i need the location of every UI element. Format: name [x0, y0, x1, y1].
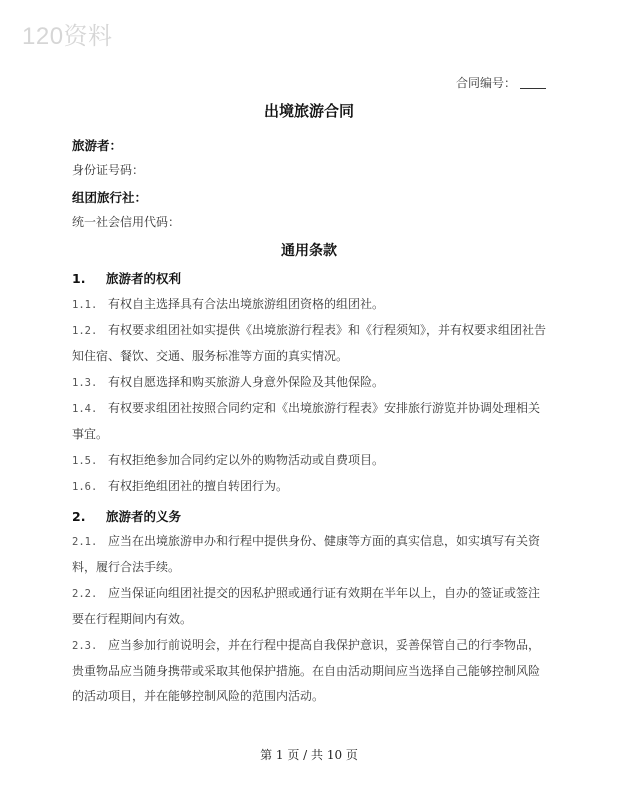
tourist-label: 旅游者：	[72, 138, 123, 153]
clause-text: 应当参加行前说明会，并在行程中提高自我保护意识，妥善保管自己的行李物品，贵重物品应当随身携带或采取其他保护措施。在自由活动期间应当选择自己能够控制风险的活动项目，并在能够控制风险的范围内活动。	[72, 638, 541, 703]
clause-2-3	[72, 633, 550, 709]
clause-number: 1.3.	[72, 377, 98, 389]
clause-text: 有权拒绝组团社的擅自转团行为。	[108, 479, 289, 493]
clause-number: 2.3.	[72, 640, 98, 652]
clause-2-1	[72, 529, 550, 580]
clause-1-5	[72, 448, 550, 474]
id-number-label: 身份证号码：	[72, 163, 145, 177]
section-number: 2.	[72, 509, 86, 524]
clause-text: 有权自愿选择和购买旅游人身意外保险及其他保险。	[108, 375, 385, 389]
section-heading-text: 旅游者的义务	[106, 509, 182, 524]
clause-number: 2.1.	[72, 536, 98, 548]
clause-1-1	[72, 292, 550, 318]
clause-1-4	[72, 396, 550, 447]
clause-text: 应当保证向组团社提交的因私护照或通行证有效期在半年以上，自办的签证或签注要在行程期间内有效。	[72, 586, 541, 626]
contract-number	[456, 74, 546, 91]
contract-number-blank	[520, 76, 546, 89]
clause-text: 有权要求组团社按照合同约定和《出境旅游行程表》安排旅行游览并协调处理相关事宜。	[72, 401, 541, 441]
clause-number: 1.2.	[72, 325, 98, 337]
clause-number: 2.2.	[72, 588, 98, 600]
clause-number: 1.6.	[72, 481, 98, 493]
page-footer: 第 1 页 / 共 10 页	[260, 748, 358, 762]
clause-number: 1.1.	[72, 299, 98, 311]
document-title: 出境旅游合同	[263, 102, 354, 120]
clause-text: 有权自主选择具有合法出境旅游组团资格的组团社。	[108, 297, 385, 311]
clause-text: 有权要求组团社如实提供《出境旅游行程表》和《行程须知》，并有权要求组团社告知住宿、餐饮、交通、服务标准等方面的真实情况。	[72, 323, 547, 363]
clause-number: 1.5.	[72, 455, 98, 467]
contract-number-label: 合同编号：	[455, 76, 516, 90]
clause-1-2	[72, 318, 550, 369]
clause-number: 1.4.	[72, 403, 98, 415]
watermark: 120资料	[22, 23, 113, 50]
clause-text: 有权拒绝参加合同约定以外的购物活动或自费项目。	[108, 453, 385, 467]
section-number: 1.	[72, 271, 86, 286]
section-title: 通用条款	[281, 243, 337, 259]
clause-text: 应当在出境旅游申办和行程中提供身份、健康等方面的真实信息，如实填写有关资料，履行合法手续。	[72, 534, 541, 574]
clause-1-3	[72, 370, 550, 396]
credit-code-label: 统一社会信用代码：	[72, 215, 181, 229]
section-heading-1	[72, 269, 181, 287]
clause-2-2	[72, 581, 550, 632]
section-heading-2	[72, 507, 181, 525]
agency-label: 组团旅行社：	[72, 190, 148, 205]
clause-1-6	[72, 474, 550, 500]
section-heading-text: 旅游者的权利	[106, 271, 182, 286]
